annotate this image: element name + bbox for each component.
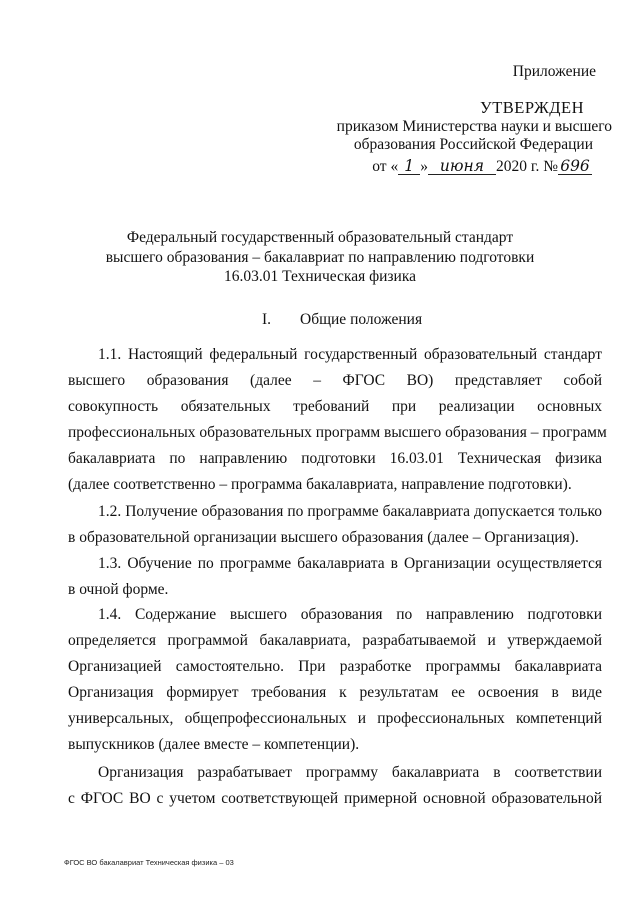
- date-year: 2020 г. №: [495, 158, 558, 175]
- date-prefix: от «: [372, 158, 399, 175]
- paragraph-line: выпускников (далее вместе – компетенции).: [68, 736, 360, 753]
- handwritten-month: июня: [428, 158, 496, 175]
- paragraph-line: профессиональных образовательных программ высшего образования – программ: [68, 424, 607, 441]
- page-footer: ФГОС ВО бакалавриат Техническая физика – 03: [64, 858, 234, 867]
- paragraph-line: Организация разрабатывает программу бакалавриата в соответствии: [98, 764, 602, 781]
- handwritten-day: 1: [398, 158, 420, 175]
- paragraph-line: с ФГОС ВО с учетом соответствующей примерной основной образовательной: [68, 790, 602, 807]
- paragraph-line: определяется программой бакалавриата, разрабатываемой и утверждаемой: [68, 632, 602, 649]
- paragraph-line: совокупность обязательных требований при реализации основных: [68, 398, 602, 415]
- appendix-label: Приложение: [512, 63, 596, 80]
- paragraph-1-4: [68, 602, 602, 758]
- section-number: I.: [262, 311, 272, 328]
- order-line-1: приказом Министерства науки и высшего: [336, 118, 612, 135]
- order-line-2: образования Российской Федерации: [353, 136, 593, 153]
- standard-title-line-1: Федеральный государственный образовательный стандарт: [126, 229, 514, 246]
- handwritten-order-number: 696: [558, 158, 592, 175]
- standard-title-line-3: 16.03.01 Техническая физика: [223, 268, 417, 285]
- paragraph-line: бакалавриата по направлению подготовки 16.03.01 Техническая физика: [68, 450, 602, 467]
- paragraph-line: в образовательной организации высшего образования (далее – Организация).: [68, 529, 579, 546]
- standard-title: [0, 228, 640, 287]
- paragraph-line: Организация формирует требования к результатам ее освоения в виде: [68, 684, 602, 701]
- section-title: Общие положения: [300, 311, 423, 328]
- paragraph-1-1: [68, 342, 607, 498]
- paragraph-line: 1.3. Обучение по программе бакалавриата в Организации осуществляется: [98, 555, 602, 572]
- paragraph-line: 1.2. Получение образования по программе бакалавриата допускается только: [98, 503, 602, 520]
- order-date-line: [372, 157, 592, 176]
- paragraph-line: (далее соответственно – программа бакалавриата, направление подготовки).: [68, 476, 572, 493]
- paragraph-1-2: [68, 499, 602, 551]
- paragraph-line: в очной форме.: [68, 581, 169, 598]
- paragraph-organization: [68, 760, 602, 812]
- paragraph-1-3: [68, 551, 602, 603]
- paragraph-line: универсальных, общепрофессиональных и профессиональных компетенций: [68, 710, 602, 727]
- paragraph-line: Организацией самостоятельно. При разработке программы бакалавриата: [68, 658, 602, 675]
- paragraph-line: 1.4. Содержание высшего образования по направлению подготовки: [98, 606, 602, 623]
- paragraph-line: 1.1. Настоящий федеральный государственный образовательный стандарт: [98, 346, 602, 363]
- standard-title-line-2: высшего образования – бакалавриат по направлению подготовки: [105, 248, 535, 266]
- approved-heading: УТВЕРЖДЕН: [480, 98, 584, 117]
- date-mid: »: [420, 158, 428, 175]
- paragraph-line: высшего образования (далее – ФГОС ВО) представляет собой: [68, 372, 602, 389]
